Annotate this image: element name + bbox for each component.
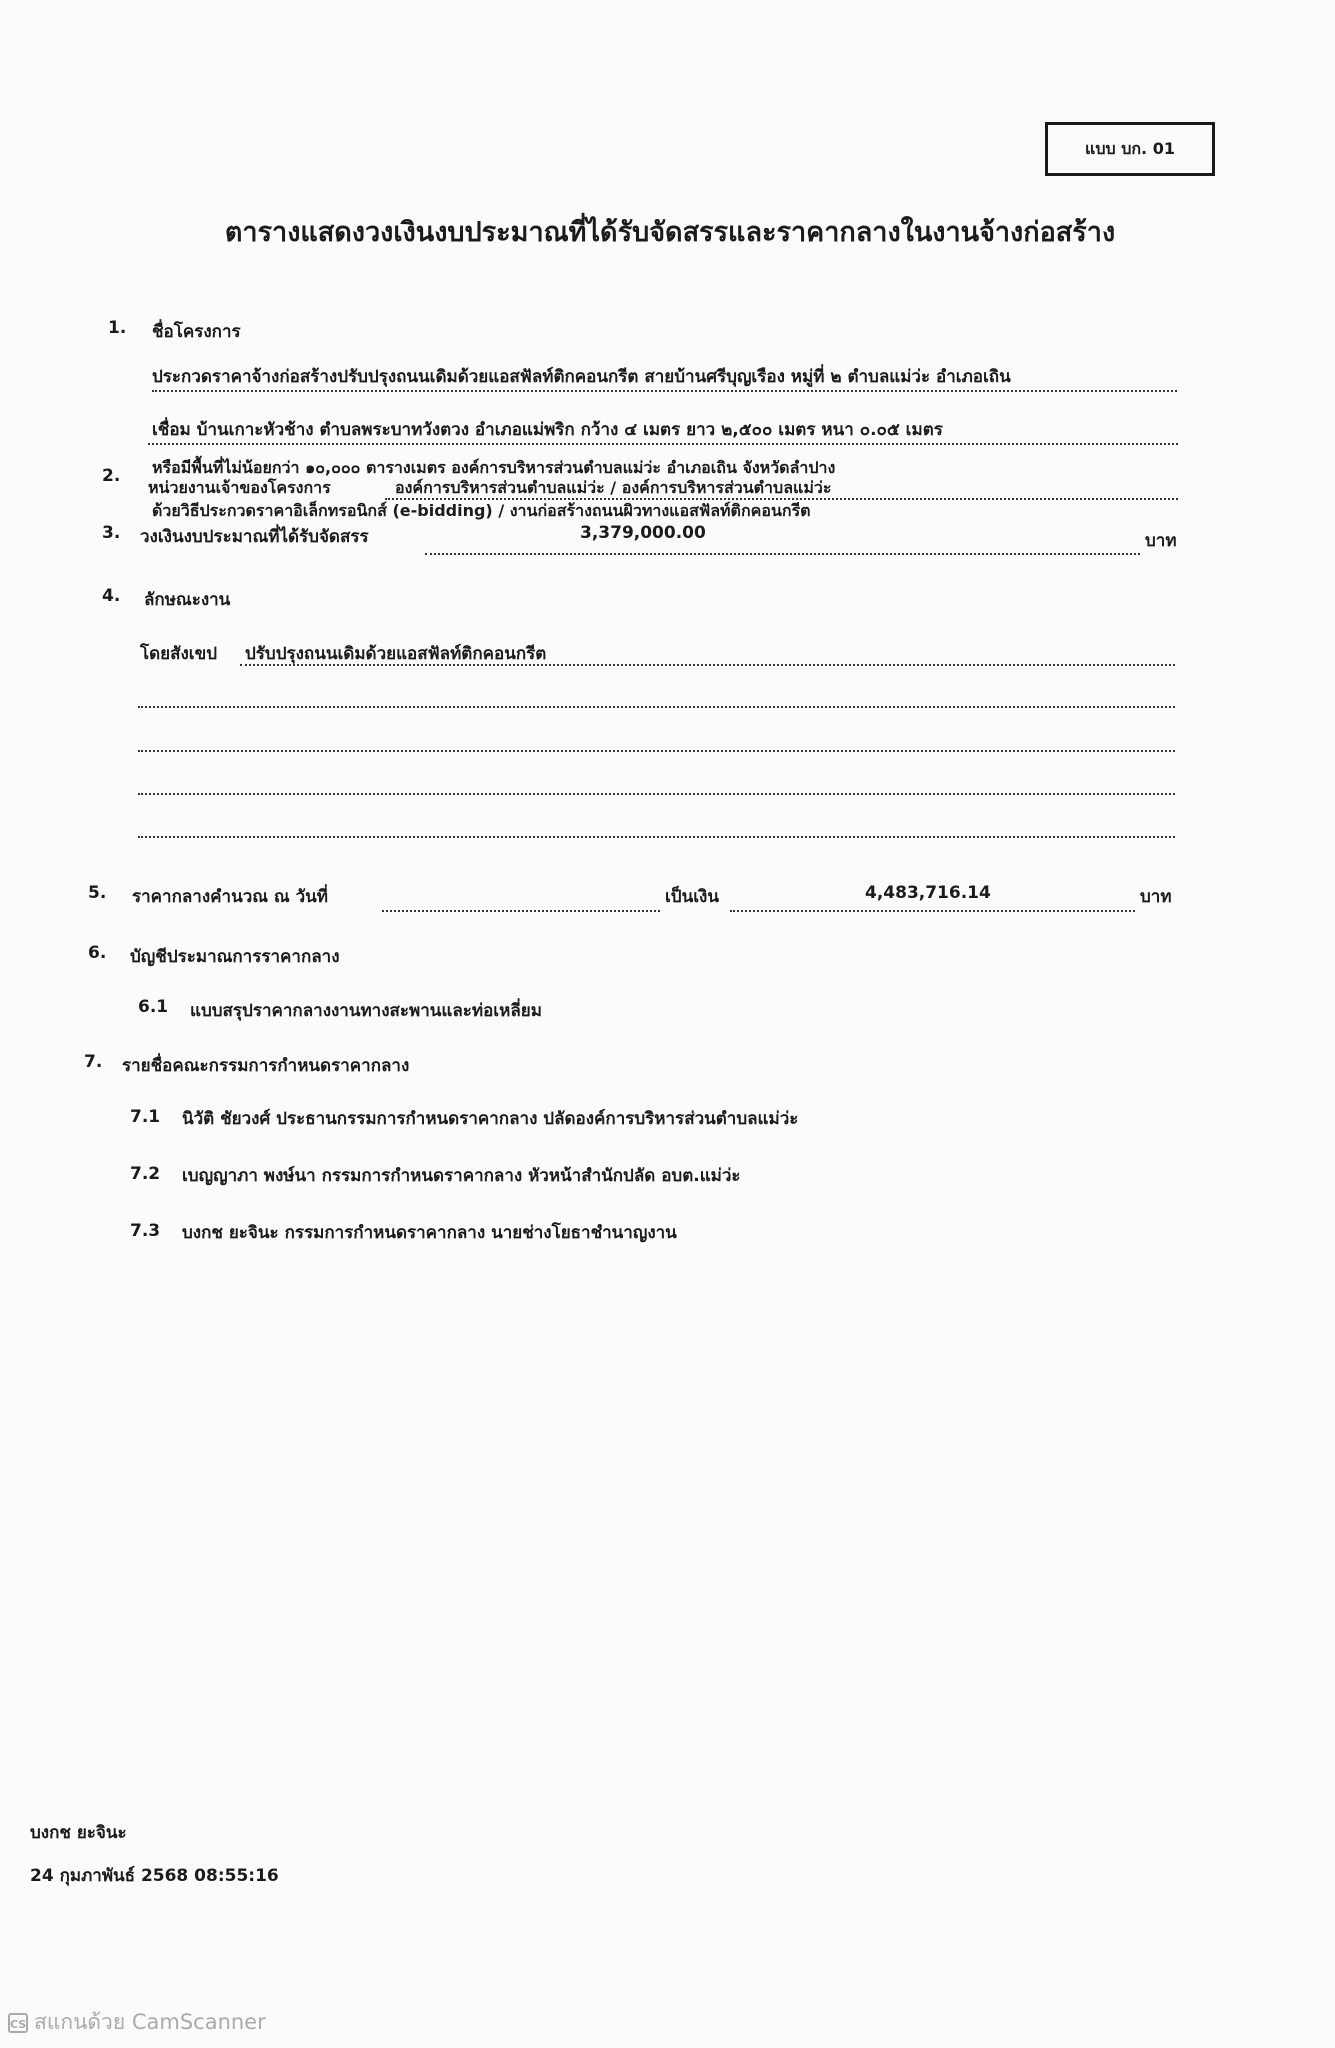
form-code-box bbox=[1045, 122, 1215, 176]
dotted-line bbox=[730, 910, 1135, 912]
section5-label: ราคากลางคำนวณ ณ วันที่ bbox=[132, 887, 328, 907]
committee-member: นิวัติ ชัยวงศ์ ประธานกรรมการกำหนดราคากลาง ปลัดองค์การบริหารส่วนตำบลแม่ว่ะ bbox=[182, 1109, 799, 1129]
concept-label: โดยสังเขป bbox=[140, 644, 218, 664]
section2-number: 2. bbox=[102, 466, 121, 486]
committee-member: เบญญาภา พงษ์นา กรรมการกำหนดราคากลาง หัวหน้าสำนักปลัด อบต.แม่ว่ะ bbox=[182, 1166, 741, 1186]
dotted-line bbox=[425, 553, 1140, 555]
camscanner-watermark bbox=[8, 2006, 266, 2039]
amount-label: เป็นเงิน bbox=[665, 887, 719, 907]
project-name-line3: หรือมีพื้นที่ไม่น้อยกว่า ๑๐,๐๐๐ ตารางเมตร องค์การบริหารส่วนตำบลแม่ว่ะ อำเภอเถิน จังหวัดลำปาง bbox=[152, 458, 836, 477]
committee-item-number: 7.2 bbox=[130, 1164, 161, 1184]
section7-number: 7. bbox=[84, 1052, 103, 1072]
committee-item-number: 7.3 bbox=[130, 1221, 161, 1241]
committee-item-number: 7.1 bbox=[130, 1107, 161, 1127]
dotted-line bbox=[138, 793, 1175, 795]
section1-number: 1. bbox=[108, 318, 127, 338]
section7-label: รายชื่อคณะกรรมการกำหนดราคากลาง bbox=[122, 1056, 410, 1076]
dotted-line bbox=[382, 910, 660, 912]
median-price-unit: บาท bbox=[1140, 887, 1172, 907]
section4-label: ลักษณะงาน bbox=[144, 590, 231, 610]
project-name-line2: เชื่อม บ้านเกาะหัวช้าง ตำบลพระบาทวังตวง อำเภอแม่พริก กว้าง ๔ เมตร ยาว ๒,๕๐๐ เมตร หนา ๐.๐๕ เมตร bbox=[152, 420, 943, 440]
camscanner-text: สแกนด้วย CamScanner bbox=[34, 2010, 266, 2034]
dotted-line bbox=[138, 750, 1175, 752]
section3-number: 3. bbox=[102, 523, 121, 543]
dotted-line bbox=[152, 390, 1177, 392]
camscanner-logo-icon: CS bbox=[8, 2013, 28, 2033]
print-timestamp: 24 กุมภาพันธ์ 2568 08:55:16 bbox=[30, 1866, 279, 1886]
budget-unit: บาท bbox=[1145, 531, 1177, 551]
dotted-line bbox=[138, 706, 1175, 708]
section4-number: 4. bbox=[102, 586, 121, 606]
section6-label: บัญชีประมาณการราคากลาง bbox=[130, 947, 340, 967]
budget-value: 3,379,000.00 bbox=[580, 523, 706, 543]
section6-number: 6. bbox=[88, 943, 107, 963]
signer-name: บงกช ยะจินะ bbox=[30, 1823, 127, 1843]
committee-member: บงกช ยะจินะ กรรมการกำหนดราคากลาง นายช่างโยธาชำนาญงาน bbox=[182, 1223, 677, 1243]
project-owner-value: องค์การบริหารส่วนตำบลแม่ว่ะ / องค์การบริหารส่วนตำบลแม่ว่ะ bbox=[395, 478, 832, 497]
form-code: แบบ บก. 01 bbox=[1085, 138, 1175, 158]
procurement-method: ด้วยวิธีประกวดราคาอิเล็กทรอนิกส์ (e-bidding) / งานก่อสร้างถนนผิวทางแอสฟัลท์ติกคอนกรีต bbox=[152, 501, 811, 520]
page-title: ตารางแสดงวงเงินงบประมาณที่ได้รับจัดสรรและราคากลางในงานจ้างก่อสร้าง bbox=[224, 217, 1116, 248]
concept-value: ปรับปรุงถนนเดิมด้วยแอสฟัลท์ติกคอนกรีต bbox=[245, 644, 547, 664]
dotted-line bbox=[138, 836, 1175, 838]
median-price-value: 4,483,716.14 bbox=[865, 883, 991, 903]
section6-item-number: 6.1 bbox=[138, 997, 169, 1017]
dotted-line bbox=[148, 443, 1178, 445]
section5-number: 5. bbox=[88, 883, 107, 903]
dotted-line bbox=[240, 664, 1175, 666]
section2-label: หน่วยงานเจ้าของโครงการ bbox=[148, 478, 331, 497]
project-name-line1: ประกวดราคาจ้างก่อสร้างปรับปรุงถนนเดิมด้วยแอสฟัลท์ติกคอนกรีต สายบ้านศรีบุญเรือง หมู่ที่ ๒ ตำบลแม่ว่ะ อำเภอเถิน bbox=[152, 367, 1011, 387]
section6-item-text: แบบสรุปราคากลางงานทางสะพานและท่อเหลี่ยม bbox=[190, 1001, 542, 1021]
section3-label: วงเงินงบประมาณที่ได้รับจัดสรร bbox=[140, 527, 369, 547]
section1-label: ชื่อโครงการ bbox=[152, 322, 241, 342]
